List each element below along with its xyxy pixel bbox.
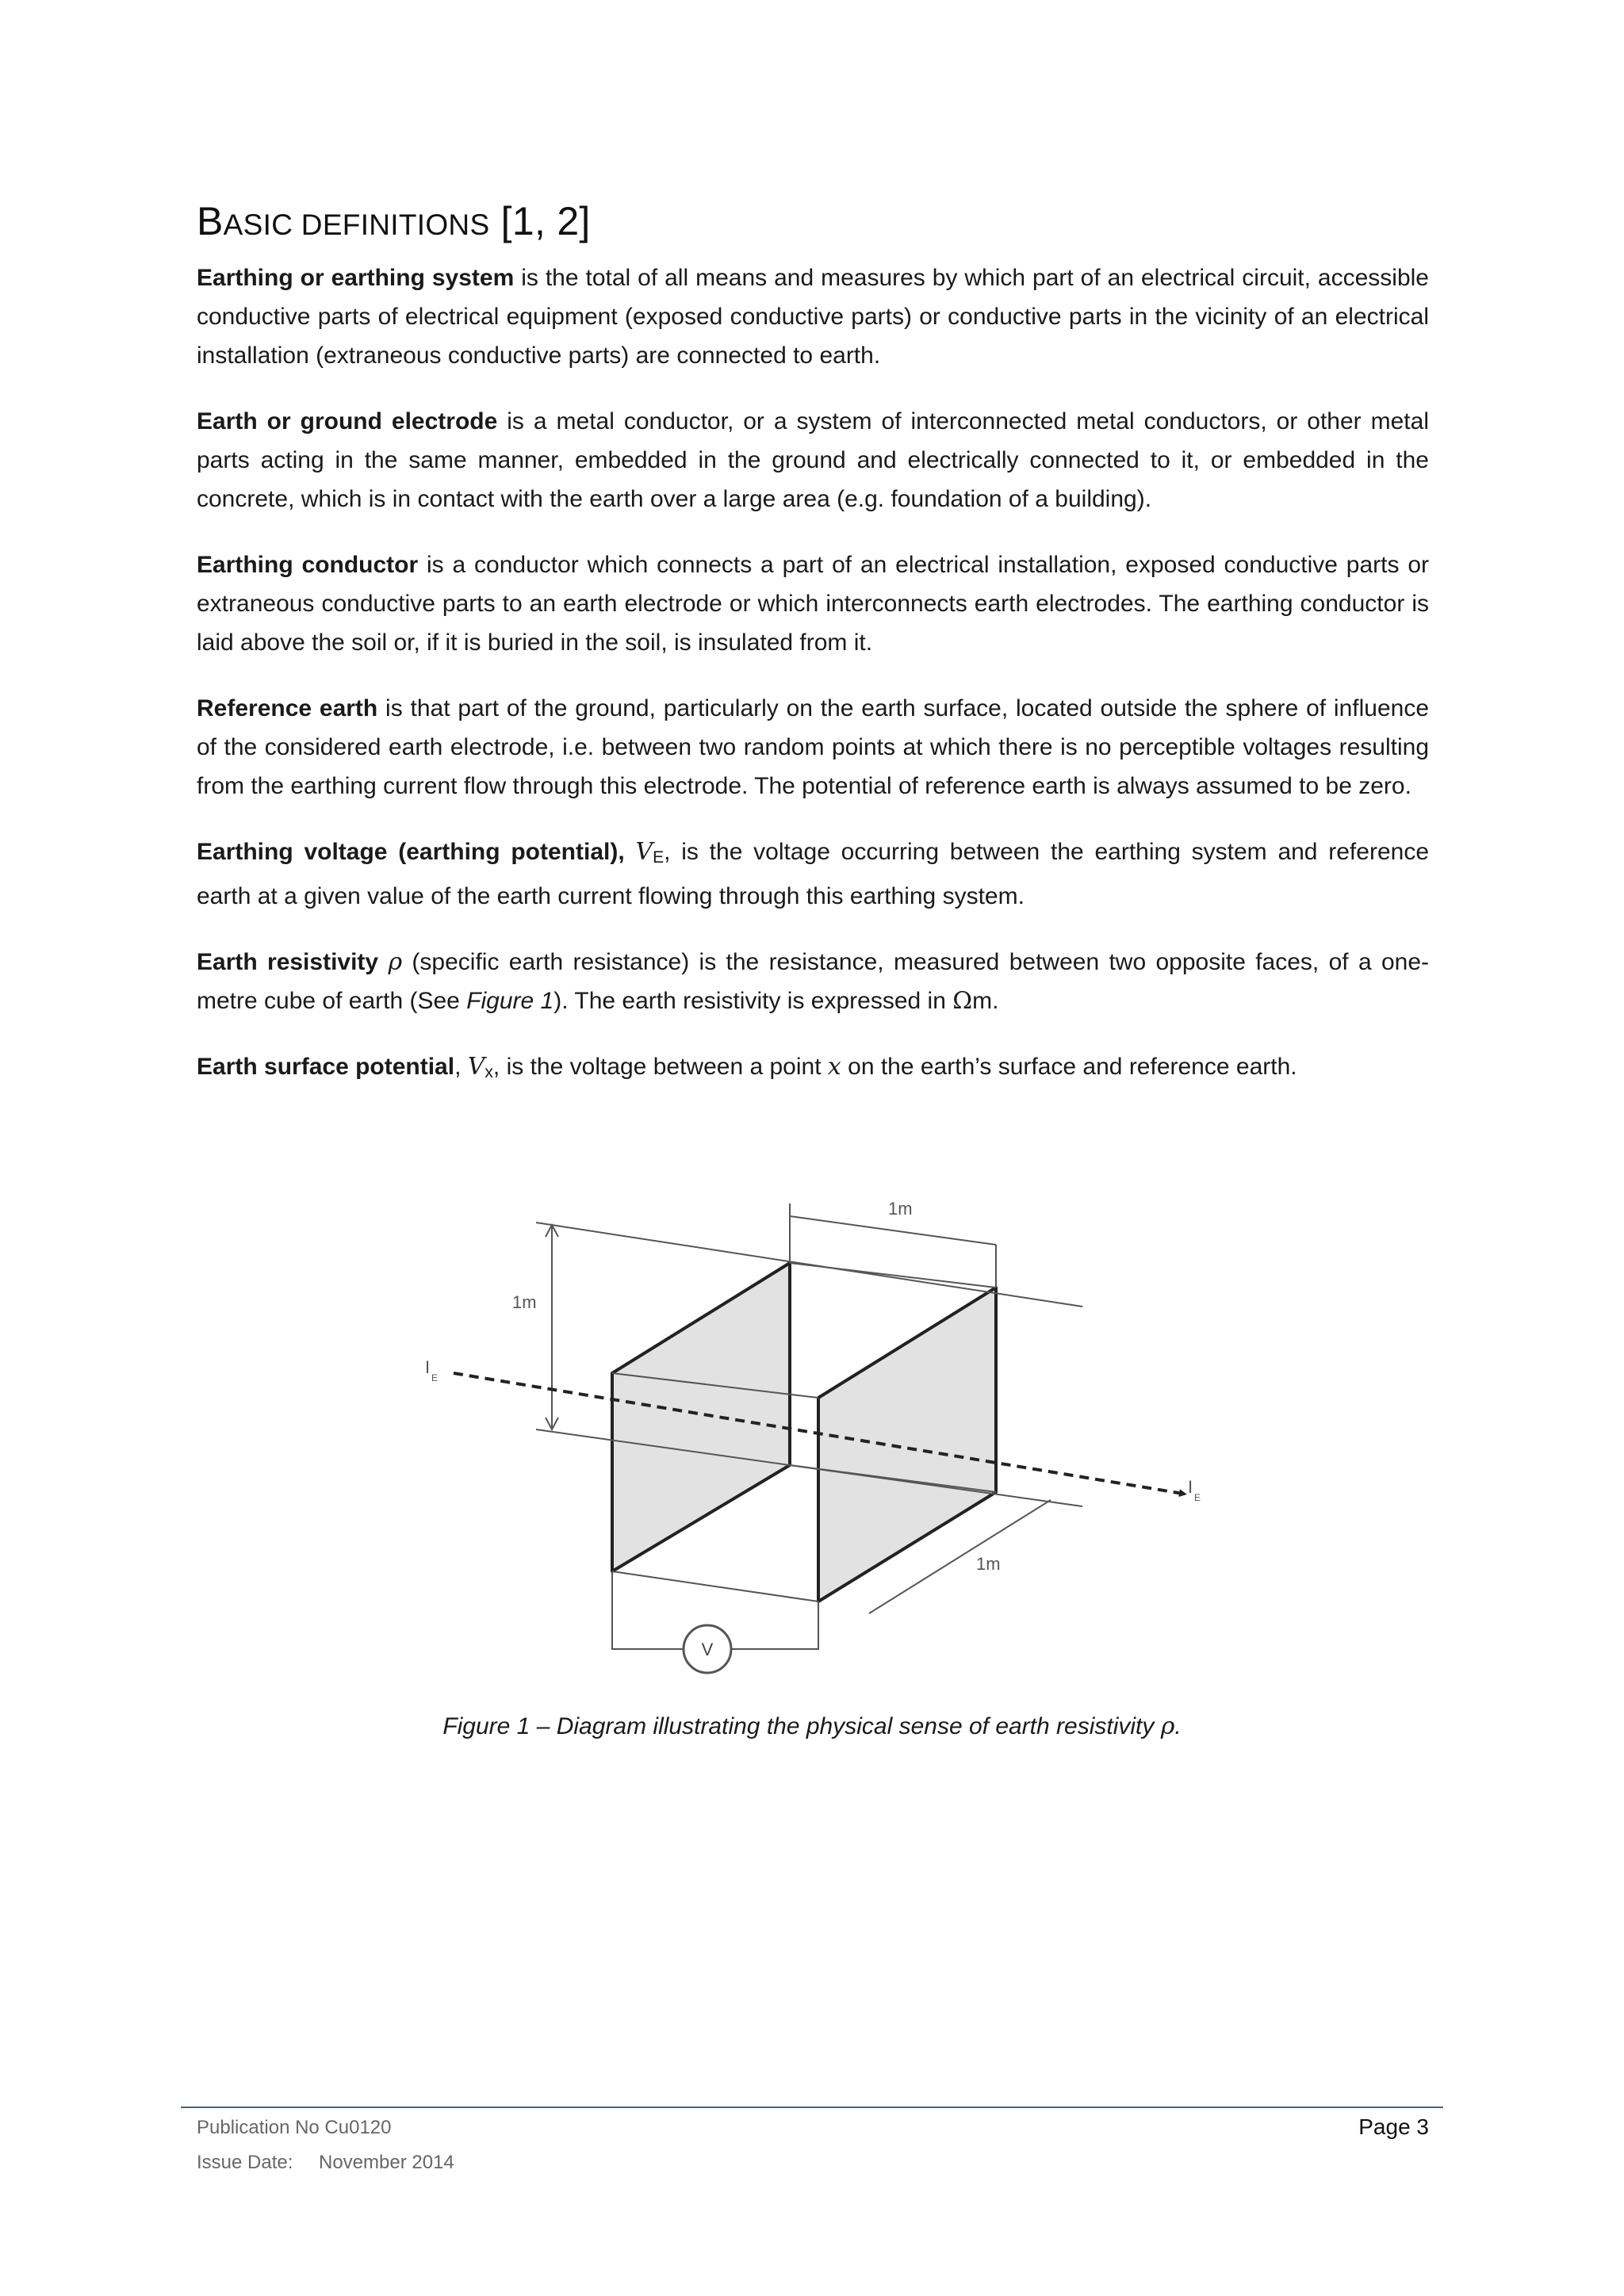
current-label-left: I — [425, 1357, 431, 1377]
definition-text: (specific earth resistance) is the resistance, measured between two opposite faces, of a one-metre cube of earth (See — [197, 949, 1430, 1014]
definition-text-cont: ). The earth resistivity is expressed in — [553, 988, 953, 1014]
symbol-omega: Ω — [952, 987, 973, 1015]
current-sub-left: E — [431, 1372, 439, 1383]
definition-term: Earth or ground electrode — [197, 408, 498, 434]
dim-label-top: 1m — [888, 1199, 913, 1219]
voltmeter-label: V — [701, 1640, 714, 1659]
heading-first-letter: B — [197, 199, 224, 243]
definition-term: Earthing voltage (earthing potential), — [197, 839, 625, 865]
symbol-rho: ρ — [388, 948, 403, 976]
definition-text: is the total of all means and measures by which part of an electrical circuit, accessible conductive parts of electrical equipment (exposed conductive parts) or conductive parts in the vicinity of an electrical installation (extraneous conductive parts) are connected to earth. — [197, 265, 1429, 369]
current-label-right: I — [1188, 1477, 1193, 1497]
heading-references: [1, 2] — [500, 199, 591, 243]
definition-term: Reference earth — [197, 695, 378, 721]
footer-issue-date — [197, 2152, 454, 2174]
definition-text: is a metal conductor, or a system of interconnected metal conductors, or other metal parts acting in the same manner, embedded in the ground and electrically connected to it, or embedded in the concrete, which is in contact with the earth over a large area (e.g. foundation of a building). — [197, 408, 1429, 512]
current-sub-right: E — [1194, 1492, 1201, 1503]
symbol-v: V — [467, 1053, 485, 1081]
cube-right-face — [818, 1288, 996, 1601]
definition-text: is a conductor which connects a part of an electrical installation, exposed conductive parts or extraneous conductive parts to an earth electrode or which interconnects earth electrodes. The earthing conductor is laid above the soil or, if it is buried in the soil, is insulated from it. — [197, 552, 1429, 656]
definition-reference-earth — [197, 689, 1429, 806]
definition-text: , is the voltage occurring between the earthing system and reference earth at a given value of the earth current flowing through this earthing system. — [197, 839, 1429, 909]
caption-rho: ρ — [1160, 1712, 1175, 1740]
symbol-x: x — [827, 1053, 841, 1081]
footer-divider — [181, 2107, 1443, 2108]
symbol-v: V — [635, 838, 653, 866]
definition-earth-surface-potential — [197, 1047, 1429, 1092]
definition-term: Earth resistivity — [197, 949, 379, 975]
heading-smallcaps: ASIC DEFINITIONS — [223, 209, 490, 241]
issue-label: Issue Date: — [197, 2152, 293, 2173]
symbol-subscript: x — [485, 1063, 493, 1081]
definition-earthing-system — [197, 258, 1429, 375]
comma: , — [454, 1054, 468, 1080]
definition-earth-resistivity — [197, 943, 1429, 1020]
section-heading — [197, 198, 1429, 244]
symbol-subscript: E — [653, 848, 665, 867]
definition-earth-electrode — [197, 402, 1429, 519]
definition-text-cont: on the earth’s surface and reference earth. — [841, 1054, 1297, 1080]
dim-label-right: 1m — [976, 1554, 1001, 1574]
definition-text: , is the voltage between a point — [492, 1054, 828, 1080]
definition-term: Earthing conductor — [197, 552, 419, 578]
definition-term: Earth surface potential — [197, 1054, 455, 1080]
dim-label-left: 1m — [512, 1292, 537, 1312]
unit-rest: m. — [972, 988, 999, 1014]
issue-value: November 2014 — [319, 2152, 454, 2173]
cube-left-face — [612, 1263, 790, 1571]
caption-end: . — [1174, 1713, 1182, 1739]
page-content — [197, 198, 1429, 1119]
caption-text: Figure 1 – Diagram illustrating the physical sense of earth resistivity — [442, 1713, 1161, 1739]
figure-caption — [0, 1712, 1624, 1740]
page-number: Page 3 — [1358, 2114, 1429, 2139]
earth-resistivity-cube-diagram — [412, 1189, 1221, 1697]
footer-publication: Publication No Cu0120 — [197, 2117, 392, 2138]
figure-reference: Figure 1 — [466, 988, 554, 1014]
definition-term: Earthing or earthing system — [197, 265, 515, 291]
definition-earthing-voltage — [197, 832, 1429, 916]
definition-earthing-conductor — [197, 545, 1429, 662]
definition-text: is that part of the ground, particularly on the earth surface, located outside the sphere of influence of the considered earth electrode, i.e. between two random points at which there is no perceptible voltages resulting from the earthing current flow through this electrode. The potential of reference earth is always assumed to be zero. — [197, 695, 1429, 799]
